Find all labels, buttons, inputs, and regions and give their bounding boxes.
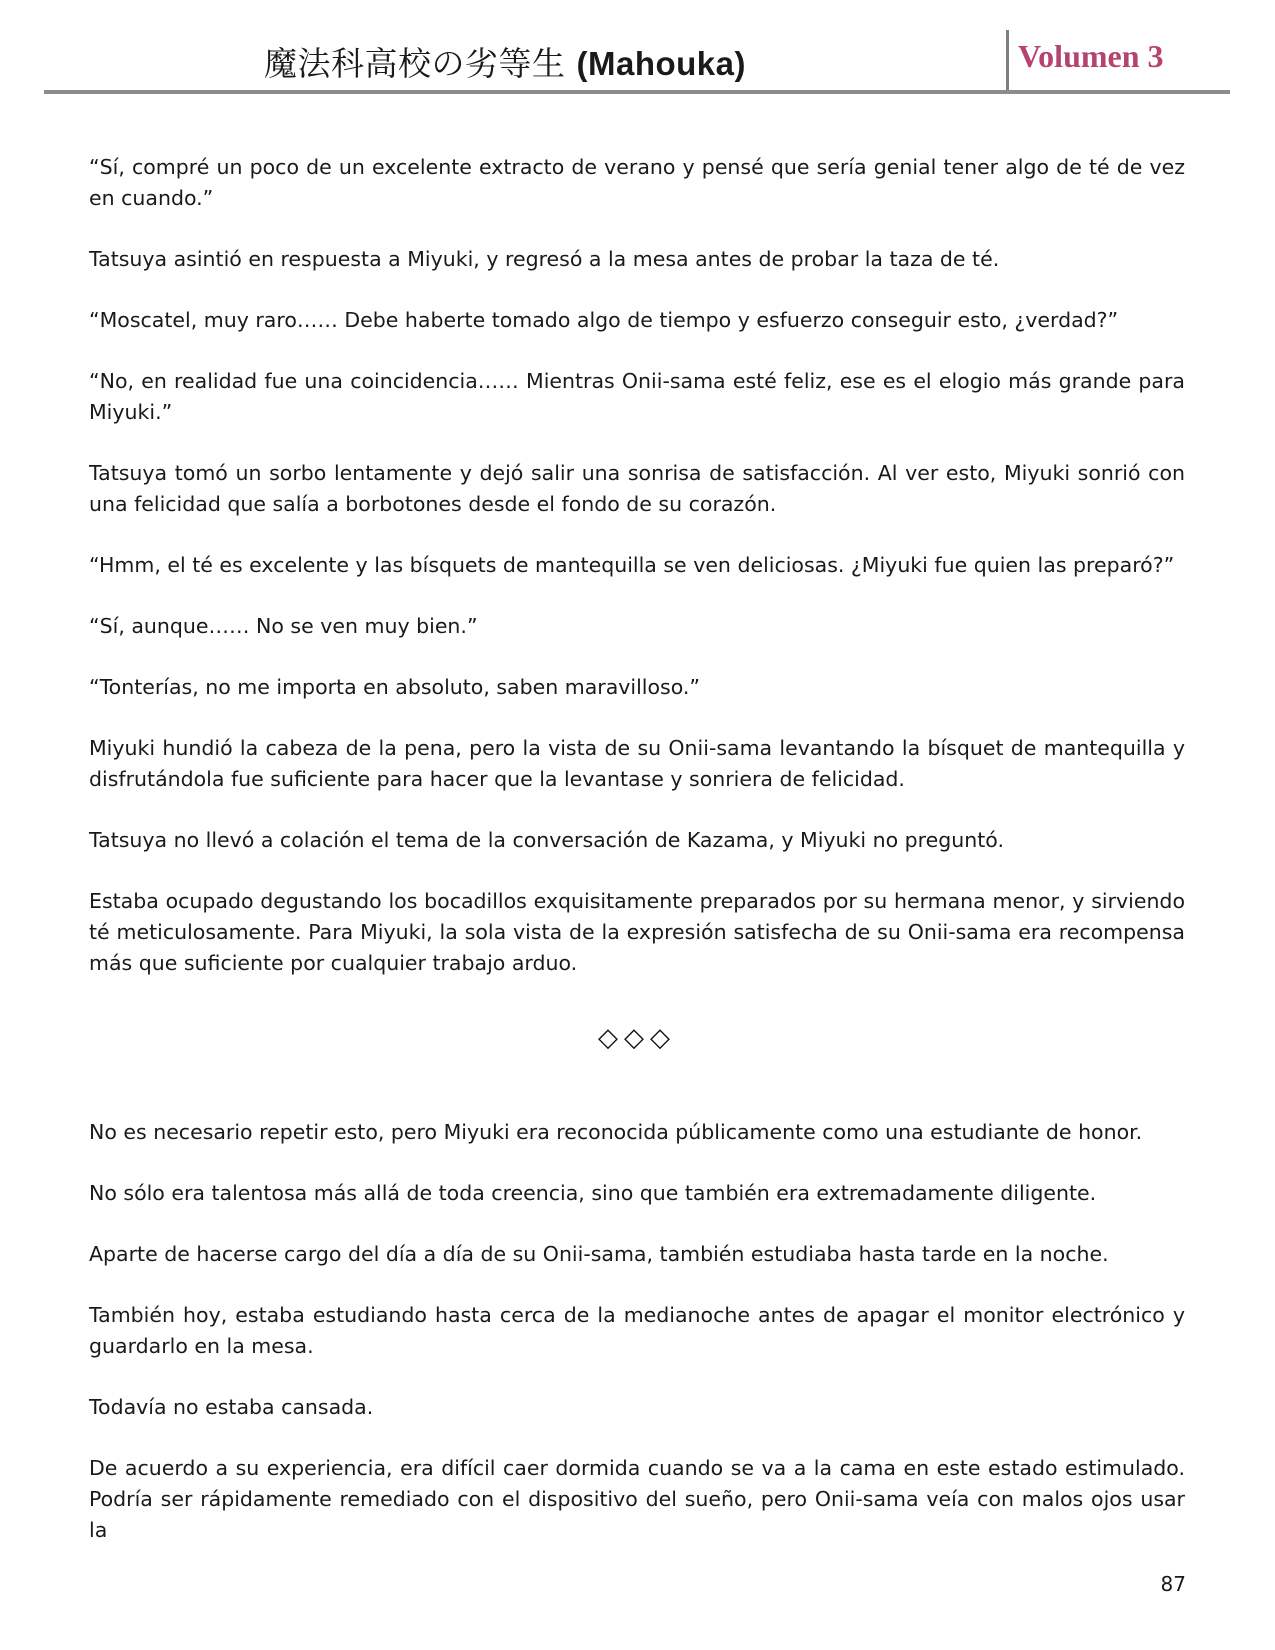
paragraph: “Hmm, el té es excelente y las bísquets de mantequilla se ven deliciosas. ¿Miyuki fue quien las preparó?” (89, 553, 1175, 577)
paragraph: Aparte de hacerse cargo del día a día de su Onii-sama, también estudiaba hasta tarde en la noche. (89, 1242, 1109, 1266)
paragraph: También hoy, estaba estudiando hasta cerca de la medianoche antes de apagar el monitor electrónico y guardarlo en la mesa. (89, 1303, 1185, 1358)
book-title (0, 38, 1010, 85)
page-body (89, 152, 1185, 1576)
paragraph: “Tonterías, no me importa en absoluto, saben maravilloso.” (89, 675, 701, 699)
page-header (0, 0, 1275, 100)
paragraph: Tatsuya tomó un sorbo lentamente y dejó salir una sonrisa de satisfacción. Al ver esto, Miyuki sonrió con una felicidad que salía a borbotones desde el fondo de su corazón. (89, 461, 1185, 516)
paragraph: “Sí, aunque…… No se ven muy bien.” (89, 614, 478, 638)
page-number: 87 (1160, 1572, 1186, 1596)
paragraph: No sólo era talentosa más allá de toda creencia, sino que también era extremadamente diligente. (89, 1181, 1097, 1205)
paragraph: Miyuki hundió la cabeza de la pena, pero la vista de su Onii-sama levantando la bísquet de mantequilla y disfrutándola fue suficiente para hacer que la levantase y sonriera de felicidad. (89, 736, 1185, 791)
paragraph: “Sí, compré un poco de un excelente extracto de verano y pensé que sería genial tener algo de té de vez en cuando.” (89, 155, 1185, 210)
paragraph: De acuerdo a su experiencia, era difícil caer dormida cuando se va a la cama en este estado estimulado. Podría ser rápidamente remediado con el dispositivo del sueño, pero Onii-sama veía con malos ojos usar la (89, 1456, 1185, 1542)
paragraph: Tatsuya no llevó a colación el tema de la conversación de Kazama, y Miyuki no preguntó. (89, 828, 1005, 852)
paragraph: Estaba ocupado degustando los bocadillos exquisitamente preparados por su hermana menor, y sirviendo té meticulosamente. Para Miyuki, la sola vista de la expresión satisfecha de su Onii-sama era recompensa más que suficiente por cualquier trabajo arduo. (89, 889, 1185, 975)
header-vertical-divider (1006, 30, 1009, 92)
paragraph: Tatsuya asintió en respuesta a Miyuki, y regresó a la mesa antes de probar la taza de té. (89, 247, 1000, 271)
book-title-latin: (Mahouka) (576, 45, 746, 82)
header-rule (44, 90, 1230, 94)
scene-break-diamonds: ◇◇◇ (598, 1023, 676, 1053)
volume-label: Volumen 3 (1018, 38, 1164, 74)
book-title-japanese: 魔法科高校の劣等生 (264, 44, 577, 83)
paragraph: “Moscatel, muy raro…… Debe haberte tomado algo de tiempo y esfuerzo conseguir esto, ¿verdad?” (89, 308, 1119, 332)
paragraph: No es necesario repetir esto, pero Miyuki era reconocida públicamente como una estudiante de honor. (89, 1120, 1143, 1144)
paragraph: “No, en realidad fue una coincidencia…… Mientras Onii-sama esté feliz, ese es el elogio más grande para Miyuki.” (89, 369, 1185, 424)
paragraph: Todavía no estaba cansada. (89, 1395, 374, 1419)
